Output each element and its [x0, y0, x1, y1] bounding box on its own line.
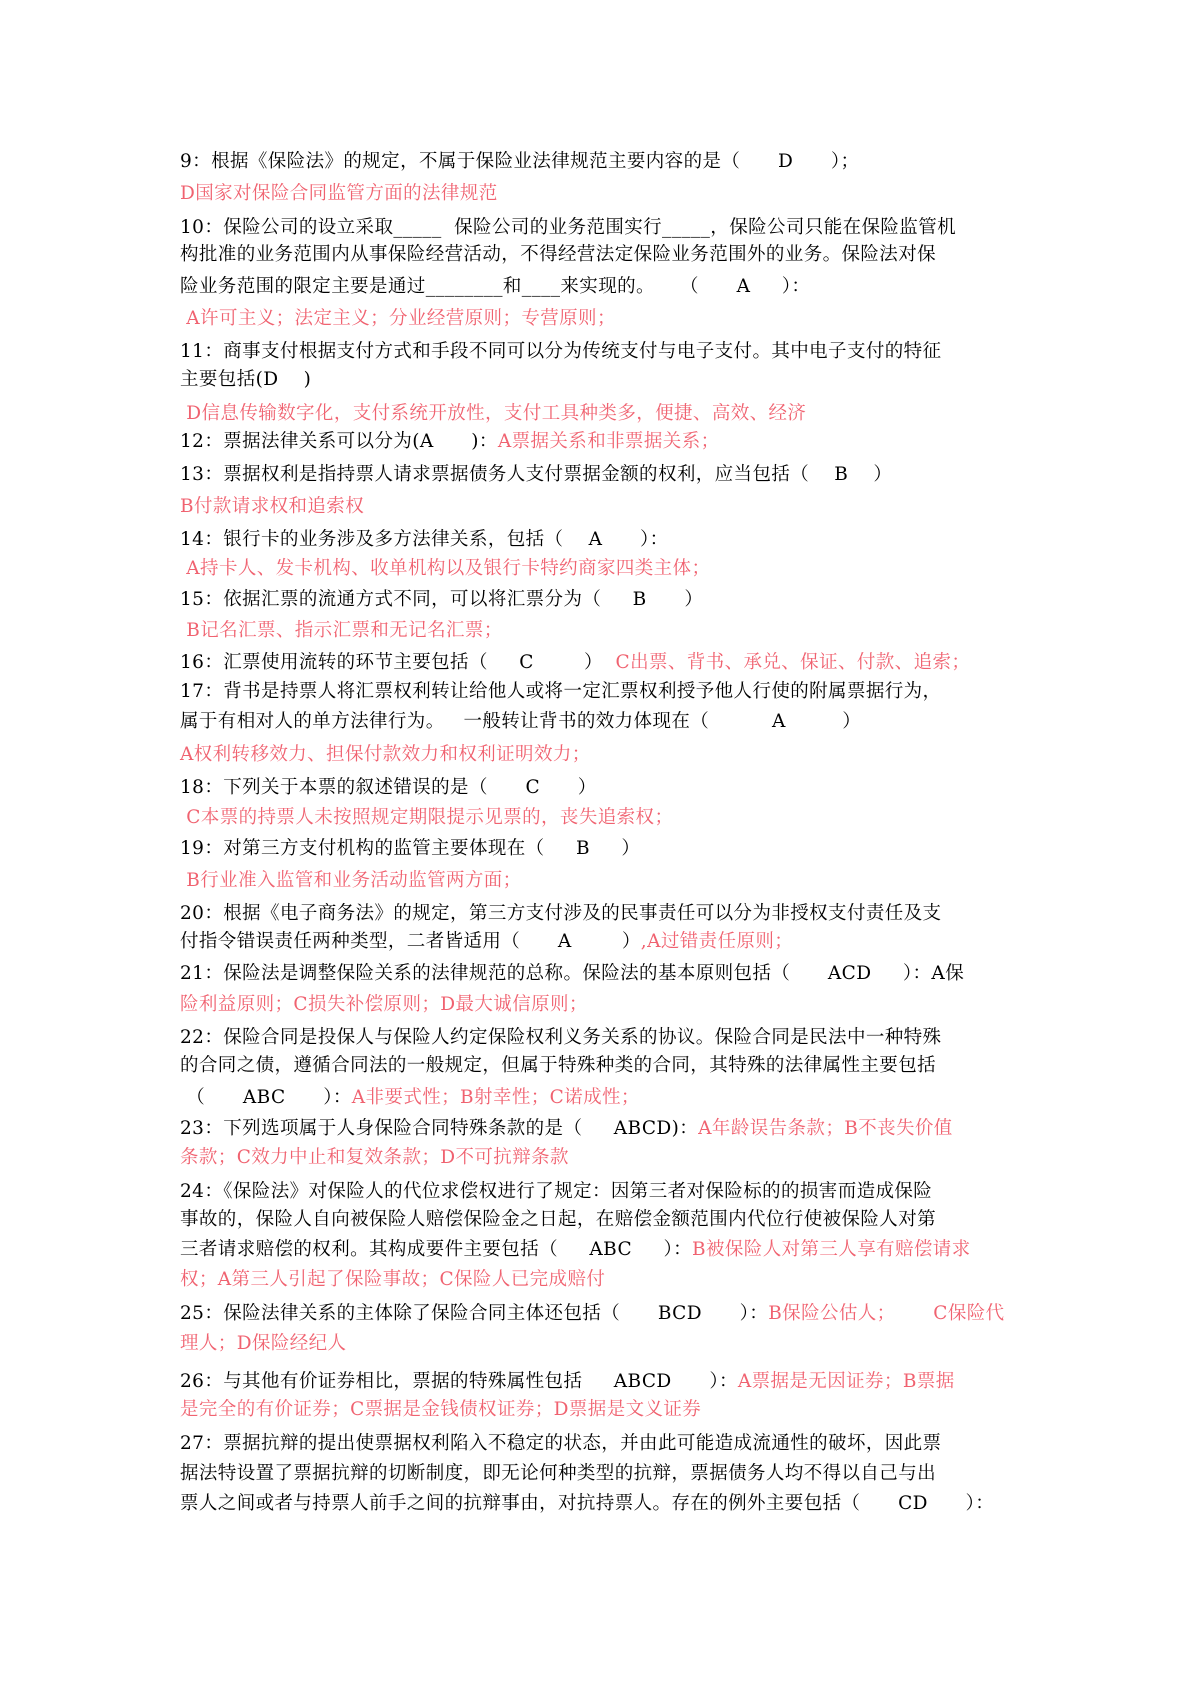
- question-text: 付指令错误责任两种类型，二者皆适用（ A ）: [180, 931, 641, 952]
- text-line: [180, 1432, 1020, 1456]
- question-text: 25：保险法律关系的主体除了保险合同主体还包括（ BCD ）：: [180, 1303, 769, 1324]
- text-line: [180, 528, 1020, 552]
- question-text: 16：汇票使用流转的环节主要包括（ C ）: [180, 652, 616, 673]
- text-line: [180, 150, 1020, 174]
- answer-text: A权利转移效力、担保付款效力和权利证明效力；: [180, 744, 591, 765]
- text-line: [180, 243, 1020, 267]
- question-text: 22：保险合同是投保人与保险人约定保险权利义务关系的协议。保险合同是民法中一种特殊: [180, 1027, 942, 1048]
- answer-text: B被保险人对第三人享有赔偿请求: [692, 1239, 971, 1260]
- text-line: [180, 588, 1020, 612]
- text-line: [180, 495, 1020, 519]
- text-line: [180, 869, 1020, 893]
- answer-text: A年龄误告条款；B不丧失价值: [698, 1118, 953, 1139]
- text-line: [180, 1492, 1020, 1516]
- question-text: 13：票据权利是指持票人请求票据债务人支付票据金额的权利，应当包括（ B ）: [180, 464, 893, 485]
- question-text: 三者请求赔偿的权利。其构成要件主要包括（ ABC ）：: [180, 1239, 693, 1260]
- text-line: [180, 402, 1020, 426]
- text-line: [180, 216, 1020, 240]
- question-text: 15：依据汇票的流通方式不同，可以将汇票分为（ B ）: [180, 589, 704, 610]
- text-line: [180, 430, 1020, 454]
- text-line: [180, 1370, 1020, 1394]
- text-line: [180, 557, 1020, 581]
- answer-text: 险利益原则；C损失补偿原则；D最大诚信原则；: [180, 994, 588, 1015]
- text-line: [180, 902, 1020, 926]
- question-text: 10：保险公司的设立采取_____ 保险公司的业务范围实行_____，保险公司只能在保险监管机: [180, 217, 957, 238]
- text-line: [180, 1398, 1020, 1422]
- question-text: 21：保险法是调整保险关系的法律规范的总称。保险法的基本原则包括（ ACD ）：A保: [180, 963, 965, 984]
- text-line: [180, 307, 1020, 331]
- question-text: 19：对第三方支付机构的监管主要体现在（ B ）: [180, 838, 641, 859]
- text-line: [180, 1146, 1020, 1170]
- question-text: 票人之间或者与持票人前手之间的抗辩事由，对抗持票人。存在的例外主要包括（ CD ）：: [180, 1493, 995, 1514]
- question-text: 构批准的业务范围内从事保险经营活动，不得经营法定保险业务范围外的业务。保险法对保: [180, 244, 937, 265]
- text-line: [180, 1180, 1020, 1204]
- question-text: 24：《保险法》对保险人的代位求偿权进行了规定：因第三者对保险标的的损害而造成保险: [180, 1181, 933, 1202]
- answer-text: B行业准入监管和业务活动监管两方面；: [180, 870, 522, 891]
- text-line: [180, 743, 1020, 767]
- text-line: [180, 1208, 1020, 1232]
- text-line: [180, 930, 1020, 954]
- text-line: [180, 368, 1020, 392]
- text-line: [180, 275, 1020, 299]
- question-text: 26：与其他有价证券相比，票据的特殊属性包括 ABCD ）：: [180, 1371, 738, 1392]
- text-line: [180, 1238, 1020, 1262]
- text-line: [180, 1302, 1020, 1326]
- answer-text: 权；A第三人引起了保险事故；C保险人已完成赔付: [180, 1269, 606, 1290]
- text-line: [180, 463, 1020, 487]
- text-line: [180, 1086, 1020, 1110]
- text-line: [180, 619, 1020, 643]
- question-text: （ ABC ）：: [180, 1087, 352, 1108]
- answer-text: B付款请求权和追索权: [180, 496, 365, 517]
- answer-text: A持卡人、发卡机构、收单机构以及银行卡特约商家四类主体；: [180, 558, 711, 579]
- question-text: 18：下列关于本票的叙述错误的是（ C ）: [180, 777, 597, 798]
- question-text: 主要包括(D ): [180, 369, 312, 390]
- answer-text: B保险公估人； C保险代: [768, 1303, 1005, 1324]
- question-text: 23：下列选项属于人身保险合同特殊条款的是（ ABCD)：: [180, 1118, 699, 1139]
- answer-text: 理人；D保险经纪人: [180, 1333, 347, 1354]
- answer-text: A非要式性；B射幸性；C诺成性；: [351, 1087, 640, 1108]
- question-text: 12：票据法律关系可以分为(A )：: [180, 431, 498, 452]
- text-line: [180, 993, 1020, 1017]
- text-line: [180, 1117, 1020, 1141]
- question-text: 17：背书是持票人将汇票权利转让给他人或将一定汇票权利授予他人行使的附属票据行为，: [180, 681, 942, 702]
- answer-text: ,A过错责任原则；: [640, 931, 794, 952]
- text-line: [180, 1332, 1020, 1356]
- question-text: 11：商事支付根据支付方式和手段不同可以分为传统支付与电子支付。其中电子支付的特征: [180, 341, 942, 362]
- text-line: [180, 837, 1020, 861]
- question-text: 据法特设置了票据抗辩的切断制度，即无论何种类型的抗辩，票据债务人均不得以自己与出: [180, 1463, 937, 1484]
- answer-text: D信息传输数字化，支付系统开放性，支付工具种类多，便捷、高效、经济: [180, 403, 807, 424]
- question-text: 27：票据抗辩的提出使票据权利陷入不稳定的状态，并由此可能造成流通性的破坏，因此票: [180, 1433, 942, 1454]
- text-line: [180, 806, 1020, 830]
- answer-text: C本票的持票人未按照规定期限提示见票的，丧失追索权；: [180, 807, 674, 828]
- answer-text: D国家对保险合同监管方面的法律规范: [180, 183, 498, 204]
- text-line: [180, 776, 1020, 800]
- text-line: [180, 340, 1020, 364]
- text-line: [180, 651, 1020, 675]
- text-line: [180, 962, 1020, 986]
- question-text: 9：根据《保险法》的规定，不属于保险业法律规范主要内容的是（ D ）；: [180, 151, 860, 172]
- text-line: [180, 1462, 1020, 1486]
- answer-text: A许可主义；法定主义；分业经营原则；专营原则；: [180, 308, 616, 329]
- text-line: [180, 182, 1020, 206]
- question-text: 险业务范围的限定主要是通过________和____来实现的。 （ A ）：: [180, 276, 811, 297]
- question-text: 事故的，保险人自向被保险人赔偿保险金之日起，在赔偿金额范围内代位行使被保险人对第: [180, 1209, 937, 1230]
- text-line: [180, 710, 1020, 734]
- text-line: [180, 1026, 1020, 1050]
- answer-text: C出票、背书、承兑、保证、付款、追索；: [615, 652, 971, 673]
- text-line: [180, 680, 1020, 704]
- question-text: 属于有相对人的单方法律行为。 一般转让背书的效力体现在（ A ）: [180, 711, 862, 732]
- answer-text: B记名汇票、指示汇票和无记名汇票；: [180, 620, 503, 641]
- answer-text: 条款；C效力中止和复效条款；D不可抗辩条款: [180, 1147, 569, 1168]
- question-text: 的合同之债，遵循合同法的一般规定，但属于特殊种类的合同，其特殊的法律属性主要包括: [180, 1055, 937, 1076]
- text-line: [180, 1054, 1020, 1078]
- text-line: [180, 1268, 1020, 1292]
- question-text: 14：银行卡的业务涉及多方法律关系，包括（ A ）：: [180, 529, 669, 550]
- answer-text: 是完全的有价证券；C票据是金钱债权证券；D票据是文义证券: [180, 1399, 702, 1420]
- answer-text: A票据是无因证券；B票据: [737, 1371, 955, 1392]
- answer-text: A票据关系和非票据关系；: [497, 431, 720, 452]
- question-text: 20：根据《电子商务法》的规定，第三方支付涉及的民事责任可以分为非授权支付责任及支: [180, 903, 942, 924]
